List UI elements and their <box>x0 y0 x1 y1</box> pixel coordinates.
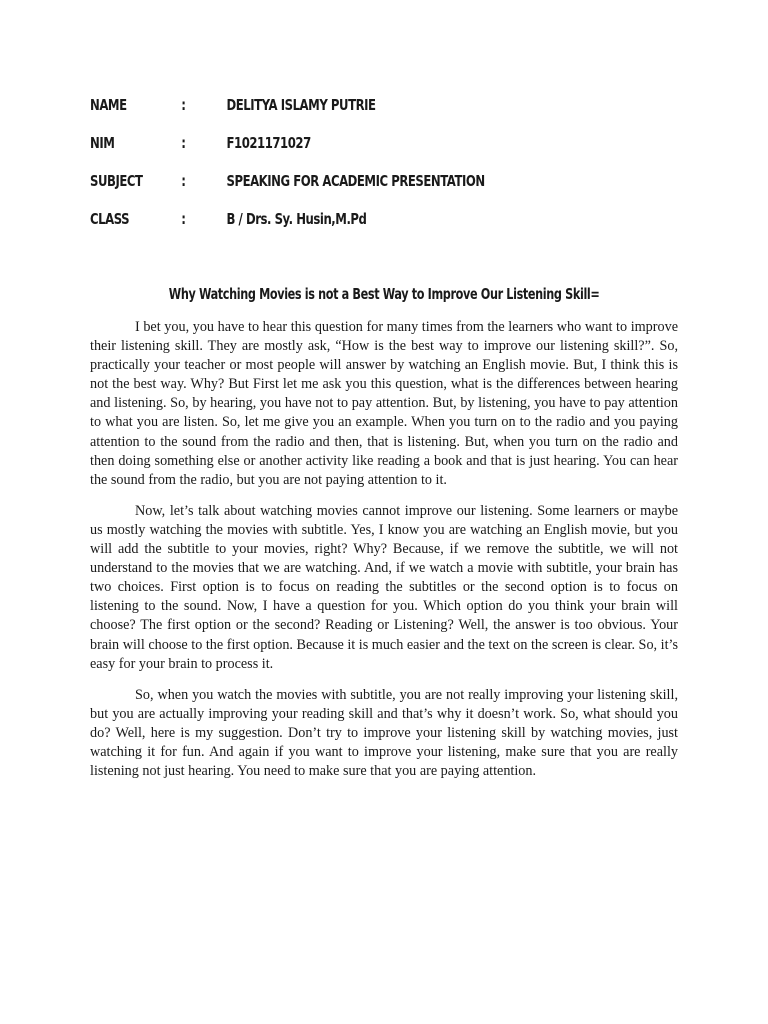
info-colon: : <box>181 172 186 190</box>
student-info <box>90 93 690 245</box>
info-label: NIM <box>90 134 115 152</box>
info-colon: : <box>181 210 186 228</box>
essay-body <box>90 318 678 793</box>
info-value-subject: SPEAKING FOR ACADEMIC PRESENTATION <box>226 172 485 190</box>
essay-title-text: Why Watching Movies is not a Best Way to Improve Our Listening Skill= <box>168 285 600 303</box>
info-value-class: B / Drs. Sy. Husin,M.Pd <box>226 210 367 228</box>
info-colon: : <box>181 96 186 114</box>
info-row-subject <box>90 169 558 207</box>
essay-paragraph: So, when you watch the movies with subtitle, you are not really improving your listening skill, but you are actually improving your reading skill and that’s why it doesn’t work. So, what should you do? Well, here is my suggestion. Don’t try to improve your listening skill by watching movies, just watching it for fun. And again if you want to improve your listening, make sure that you are really listening not just hearing. You need to make sure that you are paying attention. <box>90 686 678 780</box>
info-row-class <box>90 207 558 245</box>
info-value-nim: F1021171027 <box>226 134 311 152</box>
info-label: NAME <box>90 96 127 114</box>
info-value-name: DELITYA ISLAMY PUTRIE <box>226 96 376 114</box>
essay-paragraph: I bet you, you have to hear this question for many times from the learners who want to improve their listening skill. They are mostly ask, “How is the best way to improve our listening skill?”. So, practically your teacher or most people will answer by watching an English movie. But, I think this is not the best way. Why? But First let me ask you this question, what is the differences between hearing and listening. So, by hearing, you have not to pay attention. But, by listening, you have to pay attention to what you are listen. So, let me give you an example. When you turn on to the radio and you paying attention to the sound from the radio and then, that is listening. But, when you turn on the radio and then doing something else or another activity like reading a book and that is just hearing. You can hear the sound from the radio, but you are not paying attention to it. <box>90 319 678 488</box>
info-label: SUBJECT <box>90 172 143 190</box>
info-row-nim <box>90 131 558 169</box>
info-label: CLASS <box>90 210 130 228</box>
info-row-name <box>90 93 558 131</box>
info-colon: : <box>181 134 186 152</box>
essay-title <box>90 283 678 305</box>
essay-paragraph: Now, let’s talk about watching movies cannot improve our listening. Some learners or maybe us mostly watching the movies with subtitle. Yes, I know you are watching an English movie, but you will add the subtitle to your movies, right? Why? Because, if we remove the subtitle, we will not understand to the movies that we are watching. And, if we watch a movie with subtitle, your brain has two choices. First option is to focus on reading the subtitles or the second option is to focus on listening to the sound. Now, I have a question for you. Which option do you think your brain will choose? The first option or the second? Reading or Listening? Well, the answer is too obvious. Your brain will choose to the first option. Because it is much easier and the text on the screen is clear. So, it’s easy for your brain to process it. <box>90 502 678 672</box>
